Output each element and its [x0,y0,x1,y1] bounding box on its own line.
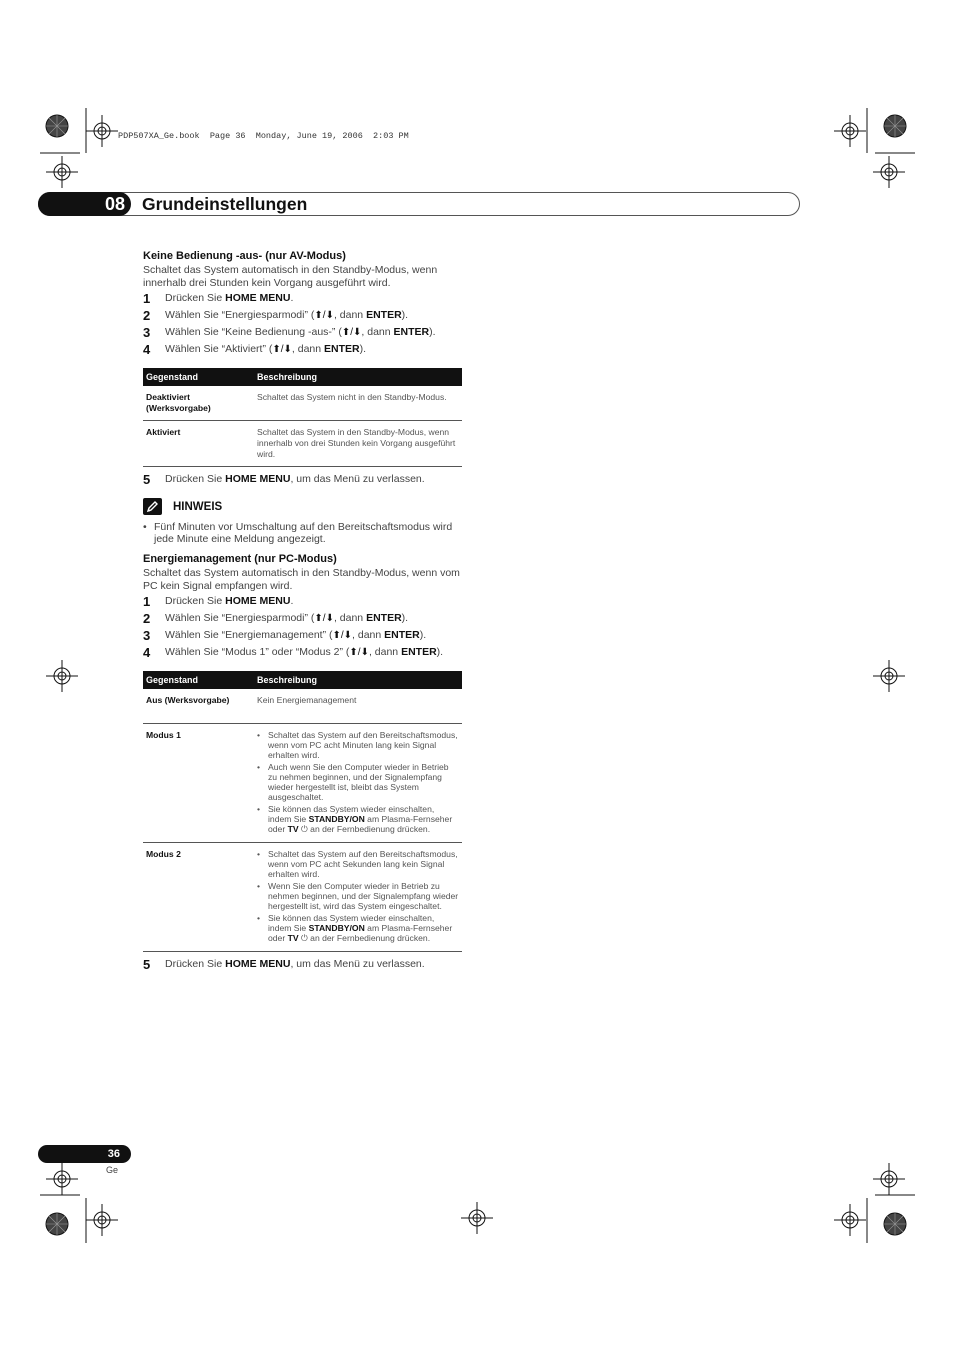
step-number: 3 [143,628,151,643]
table-bullet: • Auch wenn Sie den Computer wieder in Betrieb zu nehmen beginnen, und der Signalempfang wieder hergestellt ist, bleibt das System ausgeschaltet. [257,762,459,802]
table-bullet: • Sie können das System wieder einschalten, indem Sie STANDBY/ON am Plasma-Fernseher oder TV ⏻ an der Fernbedienung drücken. [257,913,459,943]
step-number: 5 [143,472,151,487]
power-icon: ⏻ [300,932,308,943]
up-down-arrow-icon: ⬆/⬇ [341,327,362,338]
table-item: Aktiviert [143,421,254,467]
step-number: 1 [143,594,151,609]
note-bullet: • Fünf Minuten vor Umschaltung auf den Bereitschaftsmodus wird jede Minute eine Meldung angezeigt. [143,521,463,545]
up-down-arrow-icon: ⬆/⬇ [272,344,292,355]
up-down-arrow-icon: ⬆/⬇ [332,630,353,641]
table-item: Aus (Werksvorgabe) [143,689,254,723]
table-row [143,689,462,723]
chapter-number: 08 [38,192,131,216]
table-row [143,842,462,951]
up-down-arrow-icon: ⬆/⬇ [314,613,334,624]
section-title-power-management: Energiemanagement (nur PC-Modus) [143,553,337,565]
table-bullet: • Schaltet das System auf den Bereitschaftsmodus, wenn vom PC acht Minuten lang kein Signal erhalten wird. [257,730,459,760]
section-intro: Schaltet das System automatisch in den Standby-Modus, wenn innerhalb drei Stunden kein Vorgang ausgeführt wird. [143,264,438,289]
section-title-standby: Keine Bedienung -aus- (nur AV-Modus) [143,250,346,262]
page-number: 36 [38,1145,131,1163]
step: 2 Wählen Sie “Energiesparmodi” (⬆/⬇, dann ENTER). [143,611,409,626]
step-number: 2 [143,308,151,323]
settings-table-power [143,671,462,952]
table-bullet: • Sie können das System wieder einschalten, indem Sie STANDBY/ON am Plasma-Fernseher oder TV ⏻ an der Fernbedienung drücken. [257,804,459,834]
table-row [143,421,462,467]
step-number: 4 [143,342,151,357]
note-label: HINWEIS [173,500,223,513]
table-header: Gegenstand [143,368,254,386]
table-header: Beschreibung [254,368,462,386]
power-icon: ⏻ [300,823,308,834]
table-bullet: • Schaltet das System auf den Bereitschaftsmodus, wenn vom PC acht Sekunden lang kein Signal erhalten wird. [257,849,459,879]
step: 4 Wählen Sie “Modus 1” oder “Modus 2” (⬆/⬇, dann ENTER). [143,645,444,660]
step: 2 Wählen Sie “Energiesparmodi” (⬆/⬇, dann ENTER). [143,308,409,323]
table-desc [254,842,462,951]
note-header [143,498,463,515]
pencil-note-icon [143,498,162,515]
step: 5 Drücken Sie HOME MENU, um das Menü zu verlassen. [143,956,425,972]
page-language: Ge [106,1165,119,1175]
table-bullet: • Wenn Sie den Computer wieder in Betrieb zu nehmen beginnen, und der Signalempfang wieder hergestellt ist, wird das System eingeschaltet. [257,881,459,911]
table-header: Beschreibung [254,671,462,689]
up-down-arrow-icon: ⬆/⬇ [349,647,369,658]
table-header: Gegenstand [143,671,254,689]
step: 3 Wählen Sie “Energiemanagement” (⬆/⬇, dann ENTER). [143,628,427,643]
up-down-arrow-icon: ⬆/⬇ [314,310,334,321]
step: 3 Wählen Sie “Keine Bedienung -aus-” (⬆/⬇, dann ENTER). [143,325,436,340]
main-content [143,250,463,975]
table-desc [254,723,462,842]
table-row [143,723,462,842]
chapter-title: Grundeinstellungen [142,194,308,214]
step: 4 Wählen Sie “Aktiviert” (⬆/⬇, dann ENTER). [143,342,367,357]
table-item: Modus 1 [143,723,254,842]
step-number: 2 [143,611,151,626]
print-info-line: PDP507XA_Ge.book Page 36 Monday, June 19, 2006 2:03 PM [118,131,409,141]
section-intro: Schaltet das System automatisch in den Standby-Modus, wenn vom PC kein Signal empfangen wird. [143,567,460,592]
table-desc: Kein Energiemanagement [254,689,462,723]
step-number: 4 [143,645,151,660]
table-desc: Schaltet das System in den Standby-Modus, wenn innerhalb von drei Stunden kein Vorgang ausgeführt wird. [254,421,462,467]
table-row [143,386,462,421]
table-item: Modus 2 [143,842,254,951]
table-item: Deaktiviert (Werksvorgabe) [143,386,254,421]
step-number: 3 [143,325,151,340]
step-number: 1 [143,291,151,306]
step: 5 Drücken Sie HOME MENU, um das Menü zu verlassen. [143,472,425,487]
table-desc: Schaltet das System nicht in den Standby-Modus. [254,386,462,421]
step: 1 Drücken Sie HOME MENU. [143,291,294,306]
step-number: 5 [143,956,151,972]
step: 1 Drücken Sie HOME MENU. [143,594,294,609]
settings-table-standby [143,368,462,467]
